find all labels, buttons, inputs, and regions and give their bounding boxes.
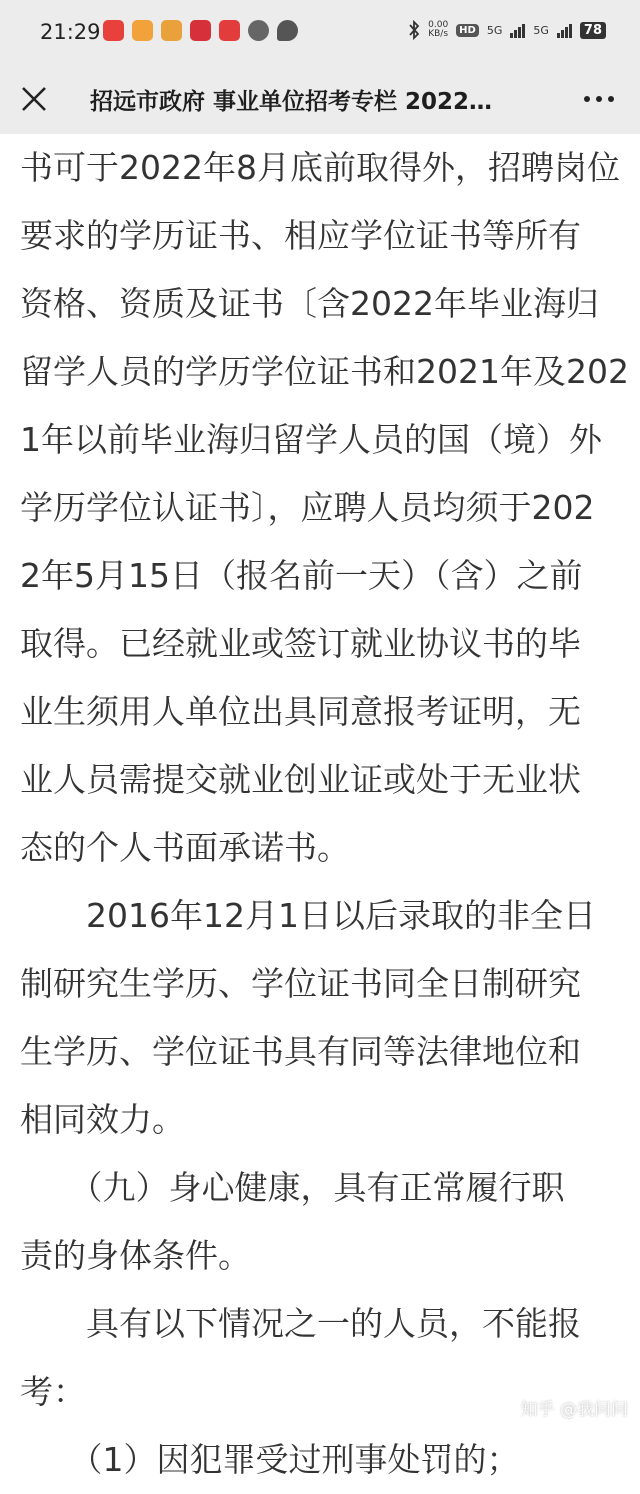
status-bar xyxy=(0,0,640,66)
net-speed-value: 0.00 xyxy=(428,20,449,30)
article-line: 2年5月15日（报名前一天）（含）之前 xyxy=(20,556,583,595)
article-line: 要求的学历证书、相应学位证书等所有 xyxy=(20,216,581,255)
article-line: 相同效力。 xyxy=(20,1100,185,1139)
title-bar xyxy=(0,66,640,134)
signal-1-icon xyxy=(510,22,525,38)
article-line: 态的个人书面承诺书。 xyxy=(20,828,350,867)
close-icon[interactable] xyxy=(18,83,50,115)
network-speed xyxy=(428,21,448,39)
article-line: 责的身体条件。 xyxy=(20,1236,251,1275)
video-app-icon xyxy=(219,20,240,41)
article-body xyxy=(20,134,629,1494)
article-line: 1年以前毕业海归留学人员的国（境）外 xyxy=(20,420,602,459)
watermark: 知乎 @我问问 xyxy=(520,1400,628,1420)
article-line: 业人员需提交就业创业证或处于无业状 xyxy=(20,760,581,799)
shopping-app-icon xyxy=(161,20,182,41)
article-line: 书可于2022年8月底前取得外，招聘岗位 xyxy=(20,148,620,187)
clock: 21:29 xyxy=(40,20,101,44)
news-app-icon xyxy=(190,20,211,41)
hd-badge: HD xyxy=(456,24,479,37)
chat-bubble-icon xyxy=(277,20,298,41)
signal-2-icon xyxy=(557,22,572,38)
music-app-icon xyxy=(103,20,124,41)
signal-1-label: 5G xyxy=(486,23,503,37)
battery-icon: 78 xyxy=(580,22,606,39)
article-line: 资格、资质及证书〔含2022年毕业海归 xyxy=(20,284,599,323)
article-line: 业生须用人单位出具同意报考证明，无 xyxy=(20,692,581,731)
robot-icon xyxy=(248,20,269,41)
article-line: 取得。已经就业或签订就业协议书的毕 xyxy=(20,624,581,663)
article-line: 留学人员的学历学位证书和2021年及202 xyxy=(20,352,629,391)
signal-2-label: 5G xyxy=(533,23,549,37)
page-title: 招远市政府 事业单位招考专栏 2022… xyxy=(90,89,493,115)
article-line: 制研究生学历、学位证书同全日制研究 xyxy=(20,964,581,1003)
article-line: 具有以下情况之一的人员，不能报 xyxy=(20,1304,581,1343)
more-options-icon[interactable] xyxy=(584,96,614,102)
article-line: （1）因犯罪受过刑事处罚的； xyxy=(20,1440,520,1479)
weibo-icon xyxy=(132,20,153,41)
notification-icons xyxy=(103,20,298,41)
article-line: 生学历、学位证书具有同等法律地位和 xyxy=(20,1032,581,1071)
net-speed-unit: KB/s xyxy=(428,29,449,39)
article-line: 2016年12月1日以后录取的非全日 xyxy=(20,896,596,935)
system-indicators xyxy=(408,20,606,40)
article-line: 考： xyxy=(20,1372,86,1411)
article-line: （九）身心健康，具有正常履行职 xyxy=(20,1168,565,1207)
bluetooth-icon xyxy=(408,20,420,40)
article-line: 学历学位认证书〕，应聘人员均须于202 xyxy=(20,488,595,527)
